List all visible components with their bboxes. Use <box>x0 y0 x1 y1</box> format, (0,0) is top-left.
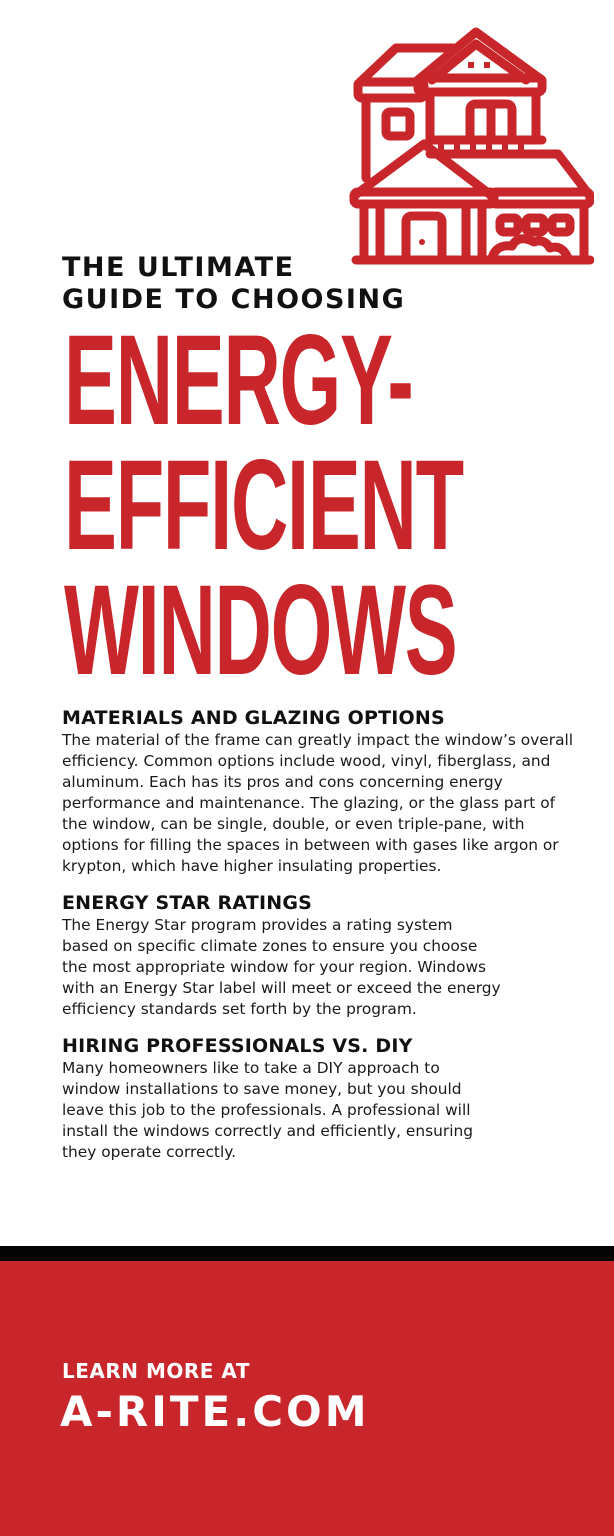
title-line-3: WINDOWS <box>64 559 457 702</box>
website-link[interactable]: A-RITE.COM <box>60 1387 370 1436</box>
section-materials <box>62 706 582 877</box>
guide-kicker <box>62 252 405 316</box>
page-title <box>64 309 614 702</box>
section-body: Many homeowners like to take a DIY approach to window installations to save money, but you should leave this job to the professionals. A professional will install the windows correctly and efficiently, ensuring they operate correctly. <box>62 1059 474 1161</box>
footer-divider <box>0 1246 614 1261</box>
section-body: The material of the frame can greatly impact the window’s overall efficiency. Common options include wood, vinyl, fiberglass, and aluminum. Each has its pros and cons concerning energy performance and maintenance. The glazing, or the glass part of the window, can be single, double, or even triple-pane, with options for filling the spaces in between with gases like argon or krypton, which have higher insulating properties. <box>62 731 574 875</box>
kicker-line-2: GUIDE TO CHOOSING <box>62 284 406 315</box>
title-line-2: EFFICIENT <box>64 434 463 577</box>
footer <box>0 1261 614 1536</box>
footer-cta: LEARN MORE AT <box>62 1359 250 1383</box>
section-heading: MATERIALS AND GLAZING OPTIONS <box>62 707 445 729</box>
section-body: The Energy Star program provides a rating system based on specific climate zones to ensure you choose the most appropriate window for your region. Windows with an Energy Star label will meet or exceed the energy efficiency standards set forth by the program. <box>62 916 501 1018</box>
content-sections <box>62 706 582 1177</box>
section-heading: ENERGY STAR RATINGS <box>62 892 313 914</box>
section-professionals <box>62 1034 582 1163</box>
section-heading: HIRING PROFESSIONALS VS. DIY <box>62 1035 413 1057</box>
section-energy-star <box>62 891 582 1020</box>
kicker-line-1: THE ULTIMATE <box>62 252 295 283</box>
house-icon <box>346 18 594 270</box>
title-line-1: ENERGY- <box>64 309 413 452</box>
